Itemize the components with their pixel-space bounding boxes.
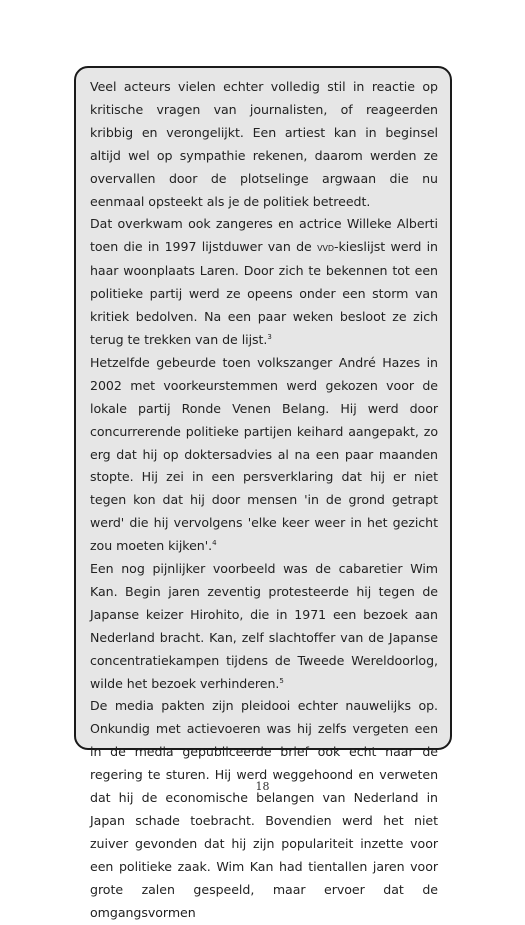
- page-number: 18: [255, 780, 270, 793]
- paragraph-text: De media pakten zijn pleidooi echter nauwelijks op. Onkundig met actievoeren was hij zelfs vergeten een in de media gepubliceerde brief ook echt naar de regering te sturen. Hij werd weggehoond en verweten dat hij de economische belangen van Nederland in Japan schade toebracht. Bovendien werd het niet zuiver gevonden dat hij zijn populariteit inzette voor een politieke zaak. Wim Kan had tientallen jaren voor grote zalen gespeeld, maar ervoer dat de omgangsvormen: [90, 698, 438, 920]
- paragraph-text: Dat overkwam ook zangeres en actrice Willeke Alberti toen die in 1997 lijstduwer van de: [90, 216, 438, 255]
- paragraph: [90, 352, 438, 558]
- paragraph: [90, 558, 438, 695]
- footnote-marker: 4: [212, 538, 217, 547]
- paragraph: [90, 76, 438, 213]
- paragraph-text: Veel acteurs vielen echter volledig stil in reactie op kritische vragen van journalisten, of reageerden kribbig en verongelijkt. Een artiest kan in beginsel altijd wel op sympathie rekenen, daarom werden ze overvallen door de plotselinge argwaan die nu eenmaal opsteekt als je de politiek betreedt.: [90, 79, 438, 209]
- footnote-marker: 3: [267, 332, 272, 341]
- paragraph-text: Een nog pijnlijker voorbeeld was de cabaretier Wim Kan. Begin jaren zeventig protesteerde hij tegen de Japanse keizer Hirohito, die in 1971 een bezoek aan Nederland bracht. Kan, zelf slachtoffer van de Japanse concentratiekampen tijdens de Tweede Wereldoorlog, wilde het bezoek verhinderen.: [90, 561, 438, 691]
- paragraph: [90, 695, 438, 924]
- abbreviation: vvd: [317, 241, 335, 255]
- paragraph: [90, 213, 438, 351]
- paragraph-text: Hetzelfde gebeurde toen volkszanger André Hazes in 2002 met voorkeurstemmen werd gekozen voor de lokale partij Ronde Venen Belang. Hij werd door concurrerende politieke partijen keihard aangepakt, zo erg dat hij op doktersadvies al na een paar maanden stopte. Hij zei in een persverklaring dat hij er niet tegen kon dat hij door mensen 'in de grond getrapt werd' die hij vervolgens 'elke keer weer in het gezicht zou moeten kijken'.: [90, 354, 438, 554]
- footnote-marker: 5: [279, 676, 284, 685]
- paragraph-text: -kieslijst werd in haar woonplaats Laren. Door zich te bekennen tot een politieke partij werd ze opeens onder een storm van kritiek bedolven. Na een paar weken besloot ze zich terug te trekken van de lijst.: [90, 239, 438, 347]
